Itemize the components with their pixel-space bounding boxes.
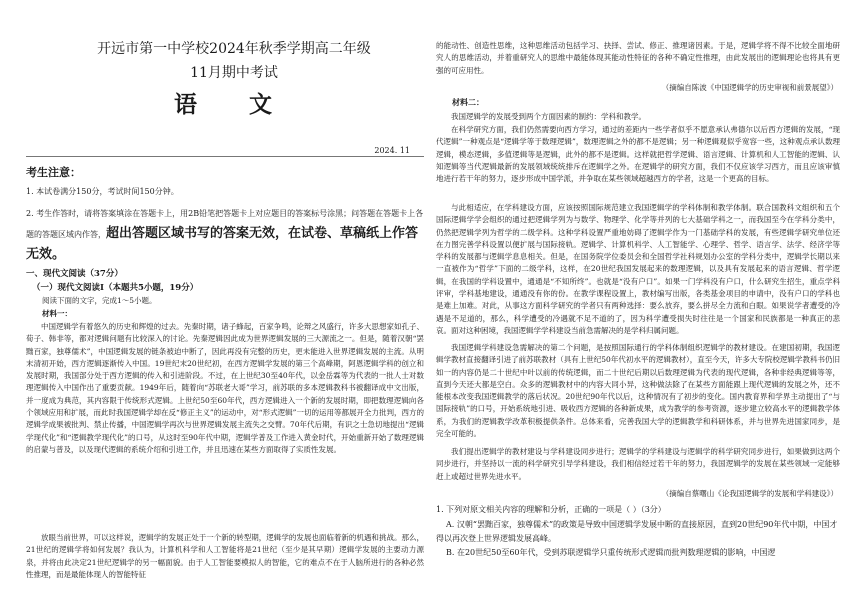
material-2-paragraph-2: 在科学研究方面，我们仍然需要向西方学习，通过的差距内一些学者似乎不愿意承认弗德尔以后西方逻辑的发展，“现代逻辑”一种观点是“逻辑学等于数理逻辑”，数理逻辑之外的都不是逻辑；另一种逻辑观似乎宽容一些，这种观点承认数理逻辑，模态逻辑，多值逻辑等是逻辑，此外的都不是逻辑。这样就把哲学逻辑、语言逻辑、计算机和人工智能的逻辑、认知逻辑等当代逻辑最新的发展领域统统排斥在逻辑学之外。在逻辑学的研究方面，我们不仅应该学习西方，而且应该审慎地进行若干年的努力，逐步形成中国学派，并争取在某些领域超越西方的学者，这是一个更高的目标。 xyxy=(436,125,840,184)
right-column xyxy=(436,0,840,608)
notice-item-1: 1. 本试卷满分150分，考试时间150分钟。 xyxy=(26,187,179,196)
notice-item-2 xyxy=(26,204,424,266)
material-2-paragraph-5: 我们提出逻辑学的教材建设与学科建设同步进行；逻辑学的学科建设与逻辑学的科学研究同步进行，如果做到这两个同步进行，并坚持以一流的科学研究引导学科建设，我们相信经过若干年的努力，我国逻辑学的发展在某些领域一定能够赶上或超过世界先进水平。 xyxy=(436,447,840,481)
left-column xyxy=(26,0,424,608)
header-divider xyxy=(26,156,424,157)
material-1-paragraph-1: 中国逻辑学有着悠久的历史和辉煌的过去。先秦时期，诸子蜂起，百家争鸣，论辩之风盛行，许多大思想家如孔子、荀子、韩非等，都对逻辑问题有比较深入的讨论。先秦逻辑因此成为世界逻辑发展的三大源流之一。但是，随着汉朝“罢黜百家，独尊儒术”，中国逻辑发展的链条被迫中断了，因此再没有完整的历史，更未能进入世界逻辑发展的主流。从明末清初开始，西方逻辑逐渐传入中国。19世纪末20世纪初，在西方逻辑学发展的第三个高峰期，阿恩逻辑学科的创立和发展时期，我国部分处于西方逻辑的传入和引进阶段。不过，在上世纪30至40年代，以金岳霖等为代表的一批人士对数理逻辑传入中国作出了重要贡献。1949年后，随着向“苏联老大哥”学习，前苏联的多本逻辑教科书被翻译成中文出版，并一度成为典范，其内容限于传统形式逻辑。上世纪50至60年代，西方逻辑进入一个新的发展时期，即把数理逻辑向各个领域应用和扩展，而此时我国逻辑学却在反“修正主义”的运动中，对“形式逻辑”一切的运用等都展开全力批判，西方的逻辑学成果被批判、禁止传播，中国逻辑学再次与世界逻辑发展主流失之交臂。70年代后期，有识之士急切地提出“逻辑学现代化”和“逻辑教学现代化”的口号，从这时至90年代中期，逻辑学普及工作进入黄金时代，开始重新开始了数理逻辑的启蒙与普及，以及现代逻辑的系统介绍和引进工作，并且迅速在某些方面取得了实质性发展。 xyxy=(26,322,424,454)
material-1-label: 材料一： xyxy=(42,309,72,318)
question-1-stem: 1. 下列对原文相关内容的理解和分析，正确的一项是（ ）（3分） xyxy=(436,505,666,514)
material-2-label: 材料二： xyxy=(452,97,484,107)
material-2-source: （摘编自蔡曙山《论我国逻辑学的发展和学科建设》） xyxy=(661,489,838,498)
question-1-option-a: A. 汉朝“罢黜百家，独尊儒术”的政策是导致中国逻辑学发展中断的直接原因，直到20世纪90年代中期，中国才得以再次登上世界逻辑发展高峰。 xyxy=(436,520,838,543)
material-1-source: （摘编自陈波《中国逻辑学的历史审视和前景展望》） xyxy=(661,83,838,92)
material-2-paragraph-4: 我国逻辑学科建设急需解决的第二个问题，是按照国际通行的学科体制组织逻辑学的教材建设。在建国初期，我国逻辑学教材直接翻译引进了前苏联教材（具有上世纪50年代初水平的逻辑教材），直至今天，许多大专院校逻辑学教科书仍旧如一的内容仍是二十世纪中叶以前的传统逻辑，而二十世纪后期以后数理逻辑为代表的现代逻辑，各种非经典逻辑等等，直到今天还大都是空白。众多的逻辑教材中的内容大同小异，这种做法除了在某些方面能跟上现代逻辑的发展之外，还不能根本改变我国逻辑教学的落后状况。20世纪90年代以后，这种情况有了初步的变化。国内教育界和学界主动提出了“与国际接轨”的口号，开始系统地引进、吸收西方逻辑的各种新成果，成为教学的参考资源，逐步建立较高水平的逻辑教学体系，为我们的逻辑教学改革积极提供条件。总体来看，完善我国大学的逻辑教学和科研体系，并与世界先进国家同步，是完全可能的。 xyxy=(436,343,840,439)
exam-date: 2024. 11 xyxy=(374,146,410,155)
section-heading-part1: 一、现代文阅读（37分） xyxy=(26,269,123,279)
school-title: 开远市第一中学校2024年秋季学期高二年级 xyxy=(97,41,371,57)
notice-item-2-emphasis: 超出答题区域书写的答案无效，在试卷、草稿纸上作答无效。 xyxy=(26,226,419,262)
notice-heading: 考生注意： xyxy=(26,166,81,179)
material-2-paragraph-1: 我国逻辑学的发展受到两个方面因素的制约：学科和教学。 xyxy=(451,112,646,121)
notice-item-2-text: 2. 考生作答时，请将答案填涂在答题卡上，用2B铅笔把答题卡上对应题目的答案标号涂黑；问答题在答题卡上各题的答题区域内作答， xyxy=(26,209,424,239)
material-2-paragraph-3: 与此相适应，在学科建设方面，应该按照国际规范建立我国逻辑学的学科体制和教学体制。联合国教科文组织和五个国际逻辑学学会组织的通过把逻辑学列为与数学、物理学、化学等并列的七大基础学科之一，而我国至今在学科分类中，仍然把逻辑学列为哲学的二级学科。这种学科设置严重地妨碍了逻辑学作为一门基础学科的发展，有些逻辑学研究单位还在力图完善学科设置以便扩展与国际接轨。逻辑学、计算机科学、人工智能学、心理学、哲学、语言学、法学、经济学等学科的发展都与逻辑学息息相关。但是，在国务院学位委员会和全国哲学社科规划办公室的学科分类中，逻辑学长期以来一直被作为“哲学”下面的二级学科，这样，在20世纪我国发展起来的数理逻辑，以及具有发展起来的语言逻辑、哲学逻辑，在我国的学科设置中，通通是“不知所终”。也就是“没有户口”。如果一门学科没有户口，什么研究生招生，重点学科评审，学科基地建设，通通没有你的份。在教学课程设置上，教材编写出版，各类基金项目的申请中，没有户口的学科也是难上加难。对此，从事这方面科学研究的学者只有两种选择：要么放弃，要么拼尽全力流和白眼。如果说学者遭受的冷遇是不足道的，那么，科学遭受的冷遇就不足不道的了，因为科学遭受损失时往往是一个国家和民族都是一种真正的悲哀。面对这种困境，我国逻辑学学科建设当前急需解决的是学科归属问题。 xyxy=(436,203,840,335)
subject-title: 语 文 xyxy=(173,91,294,118)
material-1-continuation: 的能动性、创造性思维，这种思维活动包括学习、抉择、尝试、修正、推理诸因素。于是，逻辑学将不得不比较全面地研究人的思维活动，并着重研究人的思维中最能体现其能动性特征的各种不确定性推理，由此发展出的逻辑理论也将具有更强的可应用性。 xyxy=(436,41,840,75)
question-1-option-b: B. 在20世纪50至60年代，受到苏联逻辑学只重传统形式逻辑而批判数理逻辑的影响，中国逻 xyxy=(446,548,776,557)
reading-instruction: 阅读下面的文字，完成1～5小题。 xyxy=(42,296,157,305)
section-heading-part1a: （一）现代文阅读Ⅰ（本题共5小题，19分） xyxy=(32,283,199,293)
material-1-paragraph-2: 放眼当前世界，可以这样说，逻辑学的发展正处于一个新的转型期，逻辑学的发展也面临着新的机遇和挑战。那么，21世纪的逻辑学将如何发展？我认为，计算机科学和人工智能将是21世纪（至少是其早期）逻辑学发展的主要动力源泉，并将由此决定21世纪逻辑学的另一幅面貌。由于人工智能要模拟人的智能，它的难点不在于人脑所进行的各种必然性推理，而是最能体现人的智能特征 xyxy=(26,533,424,579)
exam-title: 11月期中考试 xyxy=(190,65,278,81)
